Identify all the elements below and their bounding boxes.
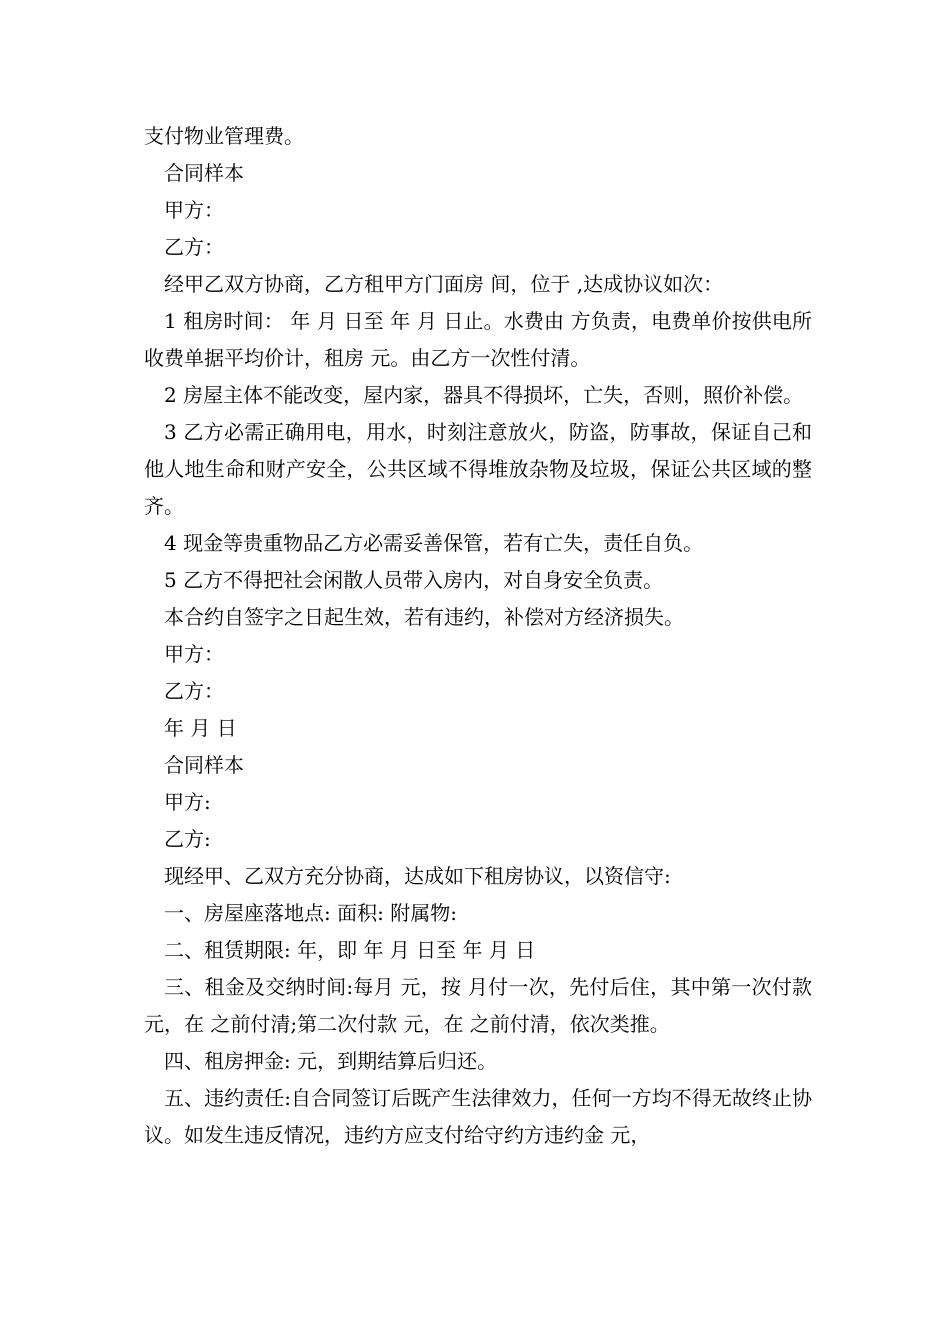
paragraph-4-party-b: 乙方： (164, 235, 224, 259)
paragraph-7-clause-2: 2 房屋主体不能改变，屋内家，器具不得损坏，亡失，否则，照价补偿。 (164, 383, 804, 407)
document-page (144, 118, 812, 1154)
paragraph-3-party-a: 甲方： (164, 198, 224, 222)
paragraph-6-clause-1: 1 租房时间： 年 月 日至 年 月 日止。水费由 方负责，电费单价按供电所收费单据平均价计，租房 元。由乙方一次性付清。 (144, 309, 812, 370)
paragraph-8-clause-3: 3 乙方必需正确用电，用水，时刻注意放火，防盗，防事故，保证自己和他人地生命和财产安全，公共区域不得堆放杂物及垃圾，保证公共区域的整齐。 (144, 420, 812, 518)
paragraph-9-clause-4: 4 现金等贵重物品乙方必需妥善保管，若有亡失，责任自负。 (164, 531, 704, 555)
paragraph-21-item-3: 三、租金及交纳时间:每月 元，按 月付一次，先付后住，其中第一次付款 元，在 之前付清;第二次付款 元，在 之前付清，依次类推。 (144, 975, 812, 1036)
paragraph-19-item-1: 一、房屋座落地点: 面积: 附属物: (164, 901, 457, 925)
paragraph-20-item-2: 二、租赁期限: 年，即 年 月 日至 年 月 日 (164, 938, 536, 962)
paragraph-10-clause-5: 5 乙方不得把社会闲散人员带入房内，对自身安全负责。 (164, 568, 664, 592)
paragraph-13-party-b-sign: 乙方： (164, 679, 224, 703)
paragraph-17-party-b: 乙方: (164, 827, 211, 851)
paragraph-14-date: 年 月 日 (164, 716, 237, 740)
paragraph-1: 支付物业管理费。 (144, 124, 304, 148)
paragraph-12-party-a-sign: 甲方： (164, 642, 224, 666)
paragraph-22-item-4: 四、租房押金: 元，到期结算后归还。 (164, 1049, 498, 1073)
paragraph-18: 现经甲、乙双方充分协商，达成如下租房协议，以资信守: (164, 864, 671, 888)
paragraph-23-item-5: 五、违约责任:自合同签订后既产生法律效力，任何一方均不得无故终止协议。如发生违反情况，违约方应支付给守约方违约金 元， (144, 1086, 812, 1147)
paragraph-16-party-a: 甲方: (164, 790, 211, 814)
paragraph-11-effective: 本合约自签字之日起生效，若有违约，补偿对方经济损失。 (164, 605, 684, 629)
paragraph-2-contract-sample-title: 合同样本 (164, 161, 244, 185)
paragraph-5: 经甲乙双方协商，乙方租甲方门面房 间，位于 ,达成协议如次： (164, 272, 724, 296)
paragraph-15-contract-sample-title: 合同样本 (164, 753, 244, 777)
